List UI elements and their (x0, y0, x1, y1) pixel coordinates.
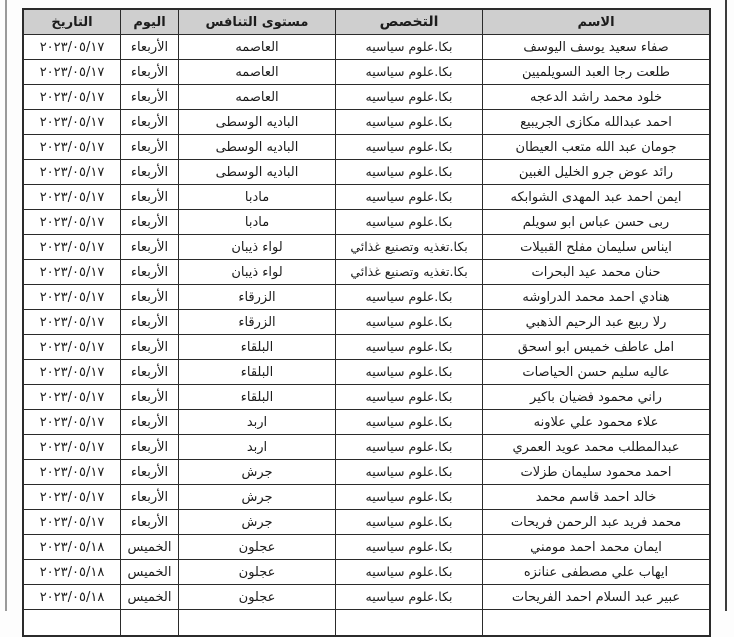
cell-level: عجلون (178, 585, 335, 609)
cell-level: اربد (178, 410, 335, 434)
table-body (24, 35, 709, 635)
cell-name: رائد عوض جرو الخليل الغبين (482, 160, 709, 184)
cell-date: ٢٠٢٣/٠٥/١٧ (39, 339, 105, 355)
header-date: التاريخ (51, 14, 93, 30)
cell-name: عبير عبد السلام احمد الفريحات (482, 585, 709, 609)
cell-name: رلا ربيع عبد الرحيم الذهبي (482, 310, 709, 334)
cell-day: الأربعاء (120, 160, 178, 184)
table-row (24, 85, 709, 110)
cell-day: الأربعاء (120, 285, 178, 309)
cell-level: الزرقاء (178, 310, 335, 334)
cell-date: ٢٠٢٣/٠٥/١٨ (39, 539, 105, 555)
cell-level: لواء ذيبان (178, 235, 335, 259)
table-row (24, 360, 709, 385)
cell-spec: بكا.علوم سياسيه (335, 85, 482, 109)
cell-spec: بكا.تغذيه وتصنيع غذائي (335, 235, 482, 259)
cell-name: ايمان محمد احمد مومني (482, 535, 709, 559)
cell-date: ٢٠٢٣/٠٥/١٧ (39, 139, 105, 155)
table-row (24, 160, 709, 185)
cell-day: الأربعاء (120, 210, 178, 234)
page-frame-right-line (725, 0, 727, 611)
cell-date: ٢٠٢٣/٠٥/١٧ (39, 114, 105, 130)
cell-level: العاصمه (178, 35, 335, 59)
cell-spec: بكا.علوم سياسيه (335, 160, 482, 184)
cell-spec: بكا.علوم سياسيه (335, 485, 482, 509)
cell-date: ٢٠٢٣/٠٥/١٨ (39, 589, 105, 605)
cell-spec: بكا.علوم سياسيه (335, 535, 482, 559)
cell-date: ٢٠٢٣/٠٥/١٧ (39, 264, 105, 280)
table-row (24, 285, 709, 310)
cell-day: الأربعاء (120, 235, 178, 259)
table-row (24, 210, 709, 235)
table-row (24, 135, 709, 160)
cell-day: الأربعاء (120, 435, 178, 459)
cell-date: ٢٠٢٣/٠٥/١٧ (39, 189, 105, 205)
cell-day: الأربعاء (120, 260, 178, 284)
cell-level: لواء ذيبان (178, 260, 335, 284)
cell-date: ٢٠٢٣/٠٥/١٧ (39, 164, 105, 180)
cell-name: ربى حسن عباس ابو سويلم (482, 210, 709, 234)
cell-spec: بكا.علوم سياسيه (335, 560, 482, 584)
cell-spec: بكا.علوم سياسيه (335, 35, 482, 59)
cell-date: ٢٠٢٣/٠٥/١٨ (39, 564, 105, 580)
cell-level (178, 610, 335, 635)
cell-level: الباديه الوسطى (178, 160, 335, 184)
cell-name: احمد محمود سليمان طزلات (482, 460, 709, 484)
cell-name: محمد فريد عبد الرحمن فريحات (482, 510, 709, 534)
cell-level: الزرقاء (178, 285, 335, 309)
table-row (24, 310, 709, 335)
cell-name (482, 610, 709, 635)
cell-day: الخميس (120, 560, 178, 584)
table-row (24, 185, 709, 210)
cell-name: صفاء سعيد يوسف اليوسف (482, 35, 709, 59)
cell-level: عجلون (178, 560, 335, 584)
table-row (24, 535, 709, 560)
cell-date: ٢٠٢٣/٠٥/١٧ (39, 364, 105, 380)
cell-day (120, 610, 178, 635)
cell-name: ايمن احمد عبد المهدى الشوابكه (482, 185, 709, 209)
cell-level: جرش (178, 460, 335, 484)
cell-day: الأربعاء (120, 460, 178, 484)
cell-level: البلقاء (178, 335, 335, 359)
cell-name: خالد احمد قاسم محمد (482, 485, 709, 509)
cell-spec: بكا.علوم سياسيه (335, 460, 482, 484)
cell-date: ٢٠٢٣/٠٥/١٧ (39, 514, 105, 530)
cell-level: العاصمه (178, 85, 335, 109)
cell-day: الأربعاء (120, 485, 178, 509)
cell-spec: بكا.علوم سياسيه (335, 110, 482, 134)
cell-day: الأربعاء (120, 335, 178, 359)
cell-day: الأربعاء (120, 510, 178, 534)
cell-level: الباديه الوسطى (178, 135, 335, 159)
cell-date: ٢٠٢٣/٠٥/١٧ (39, 289, 105, 305)
cell-day: الأربعاء (120, 410, 178, 434)
cell-day: الأربعاء (120, 310, 178, 334)
cell-date (24, 610, 120, 635)
cell-name: ايهاب علي مصطفى عنانزه (482, 560, 709, 584)
cell-name: علاء محمود علي علاونه (482, 410, 709, 434)
table-row (24, 260, 709, 285)
cell-date: ٢٠٢٣/٠٥/١٧ (39, 464, 105, 480)
cell-level: الباديه الوسطى (178, 110, 335, 134)
cell-day: الأربعاء (120, 360, 178, 384)
header-day: اليوم (120, 10, 178, 34)
header-name: الاسم (482, 10, 709, 34)
cell-level: مادبا (178, 185, 335, 209)
table-row (24, 460, 709, 485)
cell-spec: بكا.علوم سياسيه (335, 435, 482, 459)
cell-date: ٢٠٢٣/٠٥/١٧ (39, 489, 105, 505)
cell-spec: بكا.علوم سياسيه (335, 210, 482, 234)
cell-date: ٢٠٢٣/٠٥/١٧ (39, 389, 105, 405)
cell-spec: بكا.علوم سياسيه (335, 185, 482, 209)
page-frame-left-line (5, 0, 7, 611)
table-row (24, 585, 709, 610)
table-row (24, 510, 709, 535)
cell-name: راني محمود فضيان باكير (482, 385, 709, 409)
table-row (24, 410, 709, 435)
cell-spec: بكا.علوم سياسيه (335, 60, 482, 84)
cell-spec (335, 610, 482, 635)
table-row (24, 235, 709, 260)
table-row (24, 485, 709, 510)
cell-level: جرش (178, 510, 335, 534)
cell-spec: بكا.علوم سياسيه (335, 135, 482, 159)
cell-name: حنان محمد عيد البحرات (482, 260, 709, 284)
cell-name: امل عاطف خميس ابو اسحق (482, 335, 709, 359)
cell-date: ٢٠٢٣/٠٥/١٧ (39, 214, 105, 230)
cell-spec: بكا.علوم سياسيه (335, 335, 482, 359)
cell-day: الأربعاء (120, 135, 178, 159)
cell-name: احمد عبدالله مكازى الجريبيع (482, 110, 709, 134)
cell-date: ٢٠٢٣/٠٥/١٧ (39, 64, 105, 80)
cell-date: ٢٠٢٣/٠٥/١٧ (39, 314, 105, 330)
appointments-table (22, 8, 711, 637)
cell-name: ايناس سليمان مفلح القبيلات (482, 235, 709, 259)
cell-spec: بكا.علوم سياسيه (335, 510, 482, 534)
cell-day: الأربعاء (120, 185, 178, 209)
cell-level: مادبا (178, 210, 335, 234)
cell-level: البلقاء (178, 385, 335, 409)
cell-day: الأربعاء (120, 60, 178, 84)
table-row (24, 435, 709, 460)
cell-spec: بكا.علوم سياسيه (335, 410, 482, 434)
cell-name: عبدالمطلب محمد عويد العمري (482, 435, 709, 459)
table-row (24, 335, 709, 360)
table-row (24, 560, 709, 585)
cell-spec: بكا.علوم سياسيه (335, 310, 482, 334)
cell-level: جرش (178, 485, 335, 509)
cell-date: ٢٠٢٣/٠٥/١٧ (39, 414, 105, 430)
cell-spec: بكا.علوم سياسيه (335, 285, 482, 309)
cell-name: هنادي احمد محمد الدراوشه (482, 285, 709, 309)
cell-level: عجلون (178, 535, 335, 559)
cell-level: البلقاء (178, 360, 335, 384)
cell-name: عاليه سليم حسن الحياصات (482, 360, 709, 384)
cell-day: الأربعاء (120, 35, 178, 59)
cell-level: اربد (178, 435, 335, 459)
cell-spec: بكا.علوم سياسيه (335, 385, 482, 409)
cell-day: الخميس (120, 585, 178, 609)
table-row (24, 610, 709, 635)
cell-day: الأربعاء (120, 110, 178, 134)
cell-name: خلود محمد راشد الدعجه (482, 85, 709, 109)
cell-date: ٢٠٢٣/٠٥/١٧ (39, 89, 105, 105)
table-row (24, 35, 709, 60)
cell-name: طلعت رجا العبد السويلميين (482, 60, 709, 84)
cell-day: الأربعاء (120, 385, 178, 409)
cell-date: ٢٠٢٣/٠٥/١٧ (39, 439, 105, 455)
cell-spec: بكا.تغذيه وتصنيع غذائي (335, 260, 482, 284)
cell-date: ٢٠٢٣/٠٥/١٧ (39, 239, 105, 255)
cell-day: الأربعاء (120, 85, 178, 109)
table-row (24, 385, 709, 410)
header-spec: التخصص (335, 10, 482, 34)
cell-name: جومان عبد الله متعب العيطان (482, 135, 709, 159)
table-row (24, 60, 709, 85)
cell-day: الخميس (120, 535, 178, 559)
cell-level: العاصمه (178, 60, 335, 84)
header-level: مستوى التنافس (178, 10, 335, 34)
cell-date: ٢٠٢٣/٠٥/١٧ (39, 39, 105, 55)
cell-spec: بكا.علوم سياسيه (335, 585, 482, 609)
table-row (24, 110, 709, 135)
table-header-row (24, 10, 709, 35)
cell-spec: بكا.علوم سياسيه (335, 360, 482, 384)
